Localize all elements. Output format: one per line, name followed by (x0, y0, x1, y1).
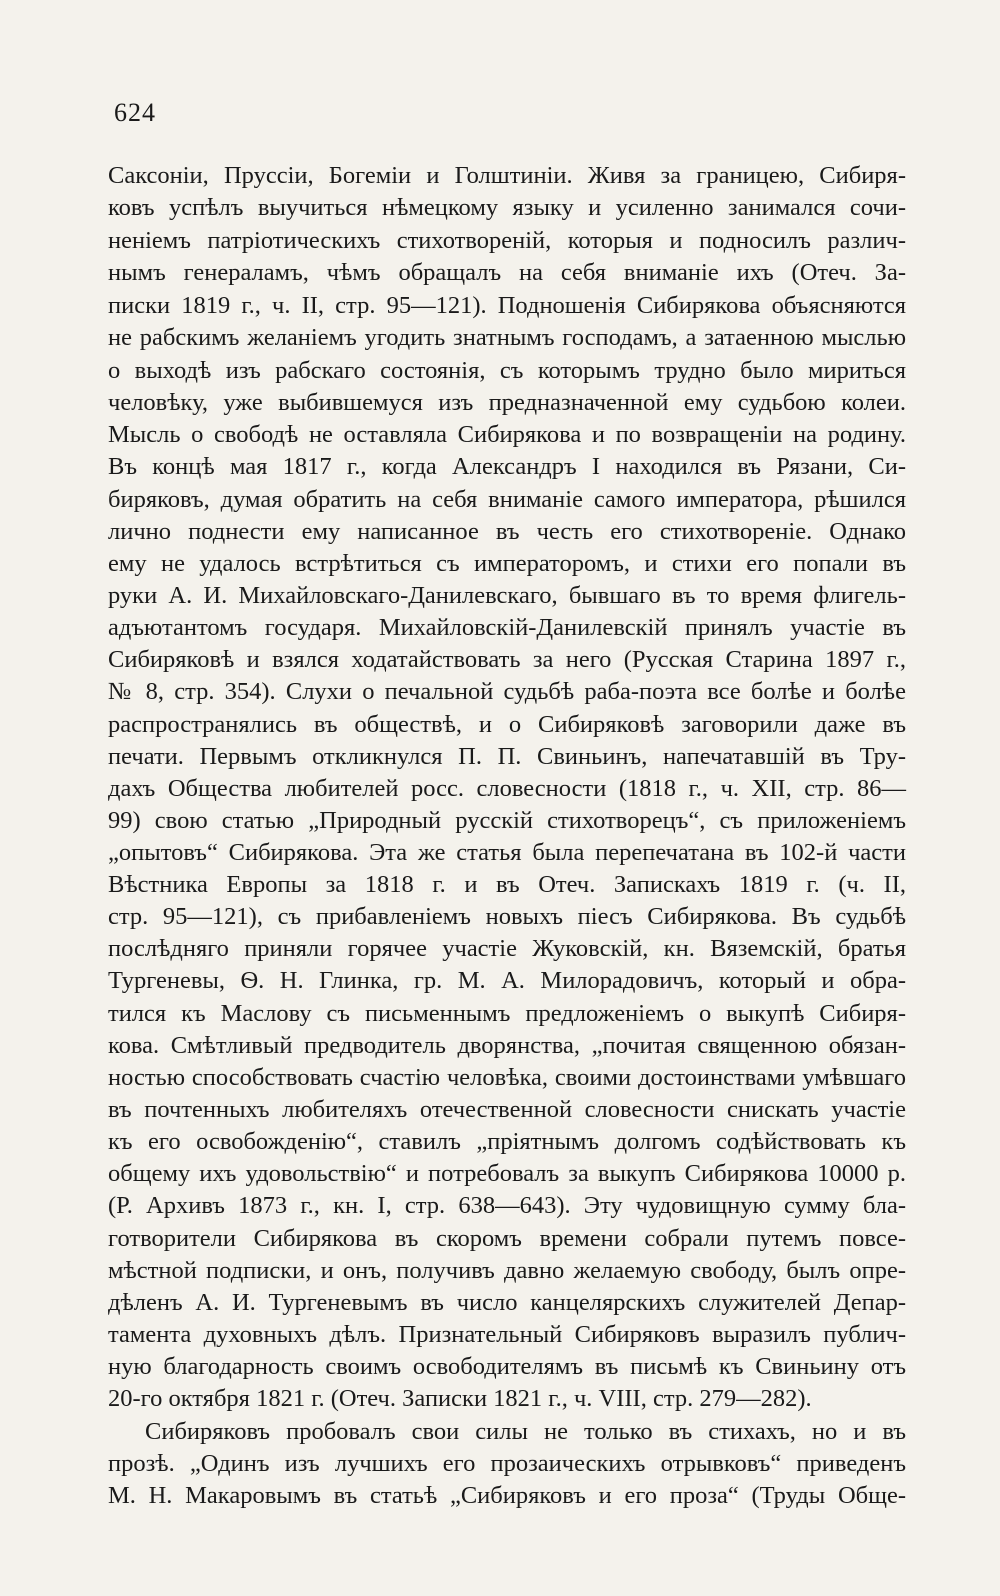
text-line: М. Н. Макаровымъ въ статьѣ „Сибиряковъ и его проза“ (Труды Обще- (108, 1482, 906, 1509)
text-line: руки А. И. Михайловскаго-Данилевскаго, бывшаго въ то время флигель- (108, 582, 906, 609)
text-line: Сибиряковъ пробовалъ свои силы не только въ стихахъ, но и въ (145, 1418, 906, 1445)
text-line: лично поднести ему написанное въ честь его стихотвореніе. Однако (108, 518, 906, 545)
text-line: адъютантомъ государя. Михайловскій-Данилевскій принялъ участіе въ (108, 614, 906, 641)
text-line: Вѣстника Европы за 1818 г. и въ Отеч. Запискахъ 1819 г. (ч. II, (108, 871, 906, 898)
text-line: тился къ Маслову съ письменнымъ предложеніемъ о выкупѣ Сибиря- (108, 1000, 906, 1027)
text-line: ковъ успѣлъ выучиться нѣмецкому языку и усиленно занимался сочи- (108, 194, 906, 221)
text-line: дѣленъ А. И. Тургеневымъ въ число канцелярскихъ служителей Депар- (108, 1289, 906, 1316)
text-line: Саксоніи, Пруссіи, Богеміи и Голштиніи. Живя за границею, Сибиря- (108, 162, 906, 189)
text-line: дахъ Общества любителей росс. словесности (1818 г., ч. XII, стр. 86— (108, 775, 906, 802)
text-line: ную благодарность своимъ освободителямъ въ письмѣ къ Свиньину отъ (108, 1353, 906, 1380)
text-line: общему ихъ удовольствію“ и потребовалъ за выкупъ Сибирякова 10000 р. (108, 1160, 906, 1187)
text-line: въ почтенныхъ любителяхъ отечественной словесности снискать участіе (108, 1096, 906, 1123)
text-line: Мысль о свободѣ не оставляла Сибирякова и по возвращеніи на родину. (108, 421, 906, 448)
text-line: не рабскимъ желаніемъ угодить знатнымъ господамъ, а затаенною мыслью (108, 324, 906, 351)
text-line: распространялись въ обществѣ, и о Сибиряковѣ заговорили даже въ (108, 711, 906, 738)
text-line: неніемъ патріотическихъ стихотвореній, которыя и подносилъ различ- (108, 227, 906, 254)
text-line: стр. 95—121), съ прибавленіемъ новыхъ піесъ Сибирякова. Въ судьбѣ (108, 903, 906, 930)
text-line: ему не удалось встрѣтиться съ императоромъ, и стихи его попали въ (108, 550, 906, 577)
text-line: Тургеневы, Ѳ. Н. Глинка, гр. М. А. Милорадовичъ, который и обра- (108, 967, 906, 994)
text-line: печати. Первымъ откликнулся П. П. Свиньинъ, напечатавшій въ Тру- (108, 743, 906, 770)
text-line: 99) свою статью „Природный русскій стихотворецъ“, съ приложеніемъ (108, 807, 906, 834)
text-line: кова. Смѣтливый предводитель дворянства, „почитая священною обязан- (108, 1032, 906, 1059)
text-line: нымъ генераламъ, чѣмъ обращалъ на себя вниманіе ихъ (Отеч. За- (108, 259, 906, 286)
text-line: ностью способствовать счастію человѣка, своими достоинствами умѣвшаго (108, 1064, 906, 1091)
text-line: послѣдняго приняли горячее участіе Жуковскій, кн. Вяземскій, братья (108, 935, 906, 962)
text-line: писки 1819 г., ч. II, стр. 95—121). Подношенія Сибирякова объясняются (108, 292, 906, 319)
text-line: Въ концѣ мая 1817 г., когда Александръ I находился въ Рязани, Си- (108, 453, 906, 480)
text-line: „опытовъ“ Сибирякова. Эта же статья была перепечатана въ 102-й части (108, 839, 906, 866)
text-line: о выходѣ изъ рабскаго состоянія, съ которымъ трудно было мириться (108, 357, 906, 384)
text-line: человѣку, уже выбившемуся изъ предназначенной ему судьбою колеи. (108, 389, 906, 416)
text-line: 20-го октября 1821 г. (Отеч. Записки 1821 г., ч. VIII, стр. 279—282). (108, 1385, 812, 1412)
text-line: мѣстной подписки, и онъ, получивъ давно желаемую свободу, былъ опре- (108, 1257, 906, 1284)
text-line: къ его освобожденію“, ставилъ „пріятнымъ долгомъ содѣйствовать къ (108, 1128, 906, 1155)
text-line: (Р. Архивъ 1873 г., кн. I, стр. 638—643). Эту чудовищную сумму бла- (108, 1192, 906, 1219)
text-line: тамента духовныхъ дѣлъ. Признательный Сибиряковъ выразилъ публич- (108, 1321, 906, 1348)
text-line: Сибиряковѣ и взялся ходатайствовать за него (Русская Старина 1897 г., (108, 646, 906, 673)
page-number: 624 (114, 98, 156, 127)
text-line: № 8, стр. 354). Слухи о печальной судьбѣ раба-поэта все болѣе и болѣе (108, 678, 906, 705)
text-line: биряковъ, думая обратить на себя вниманіе самого императора, рѣшился (108, 486, 906, 513)
text-line: готворители Сибирякова въ скоромъ времени собрали путемъ повсе- (108, 1225, 906, 1252)
text-line: прозѣ. „Одинъ изъ лучшихъ его прозаическихъ отрывковъ“ приведенъ (108, 1450, 906, 1477)
